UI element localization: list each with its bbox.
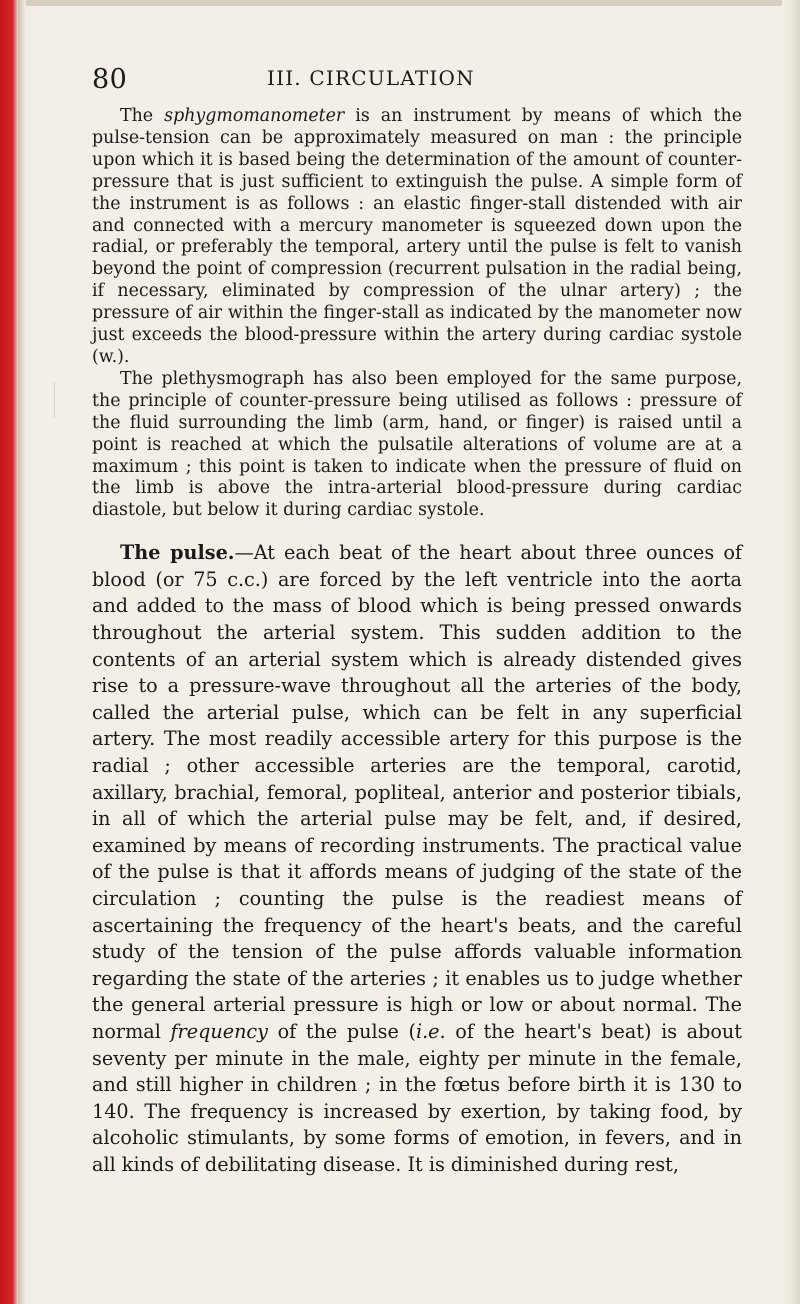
binding-strip bbox=[0, 0, 18, 1304]
paragraph-sphygmomanometer bbox=[92, 106, 742, 369]
page-number: 80 bbox=[92, 64, 128, 95]
section-title: III. CIRCULATION bbox=[267, 66, 475, 90]
paragraph-1-lead: The bbox=[120, 106, 165, 126]
abbr-ie: i.e. bbox=[415, 1019, 446, 1043]
heading-the-pulse: The pulse. bbox=[120, 541, 235, 565]
term-sphygmomanometer: sphygmomanometer bbox=[164, 106, 345, 126]
running-head bbox=[92, 62, 742, 96]
paragraph-plethysmograph: The plethysmograph has also been employed for the same purpose, the principle of counter-pressure being utilised as follows : pressure of the fluid surrounding the limb (arm, hand, or finger) is raised until a point is reached at which the pulsatile alterations of volume are at a maximum ; this point is taken to indicate when the pressure of fluid on the limb is above the intra-arterial blood-pressure during cardiac diastole, but below it during cardiac systole. bbox=[92, 368, 742, 521]
page-top-edge bbox=[0, 0, 800, 6]
paragraph-the-pulse bbox=[92, 540, 742, 1178]
section-gap bbox=[92, 522, 742, 540]
pulse-text-2: of the pulse ( bbox=[268, 1019, 416, 1043]
page-right-edge bbox=[782, 0, 800, 1304]
paragraph-1-text: is an instrument by means of which the pulse-tension can be approximately measured on man : the principle upon which it is based being the determination of the amount of counter-pressure that is just sufficient to extinguish the pulse. A simple form of the instrument is as follows : an elastic finger-stall distended with air and connected with a mercury manometer is squeezed down upon the radial, or preferably the temporal, artery until the pulse is felt to vanish beyond the point of compression (recurrent pulsation in the radial being, if necessary, eliminated by compression of the ulnar artery) ; the pressure of air within the finger-stall as indicated by the manometer now just exceeds the blood-pressure within the artery during cardiac systole (w.). bbox=[92, 106, 742, 367]
term-frequency: frequency bbox=[170, 1019, 269, 1043]
margin-mark bbox=[54, 382, 65, 418]
binding-shadow bbox=[18, 0, 26, 1304]
pulse-text-3: of the heart's beat) is about seventy per minute in the male, eighty per minute in the female, and still higher in children ; in the fœtus before birth it is 130 to 140. The frequency is increased by exertion, by taking food, by alcoholic stimulants, by some forms of emotion, in fevers, and in all kinds of debilitating disease. It is diminished during rest, bbox=[92, 1019, 742, 1176]
pulse-text-1: —At each beat of the heart about three ounces of blood (or 75 c.c.) are forced by the left ventricle into the aorta and added to the mass of blood which is being pressed onwards throughout the arterial system. This sudden addition to the contents of an arterial system which is already distended gives rise to a pressure-wave throughout all the arteries of the body, called the arterial pulse, which can be felt in any superficial artery. The most readily accessible artery for this purpose is the radial ; other accessible arteries are the temporal, carotid, axillary, brachial, femoral, popliteal, anterior and posterior tibials, in all of which the arterial pulse may be felt, and, if desired, examined by means of recording instruments. The practical value of the pulse is that it affords means of judging of the state of the circulation ; counting the pulse is the readiest means of ascertaining the frequency of the heart's beats, and the careful study of the tension of the pulse affords valuable information regarding the state of the arteries ; it enables us to judge whether the general arterial pressure is high or low or about normal. The normal bbox=[92, 541, 742, 1043]
book-page bbox=[92, 62, 742, 1178]
